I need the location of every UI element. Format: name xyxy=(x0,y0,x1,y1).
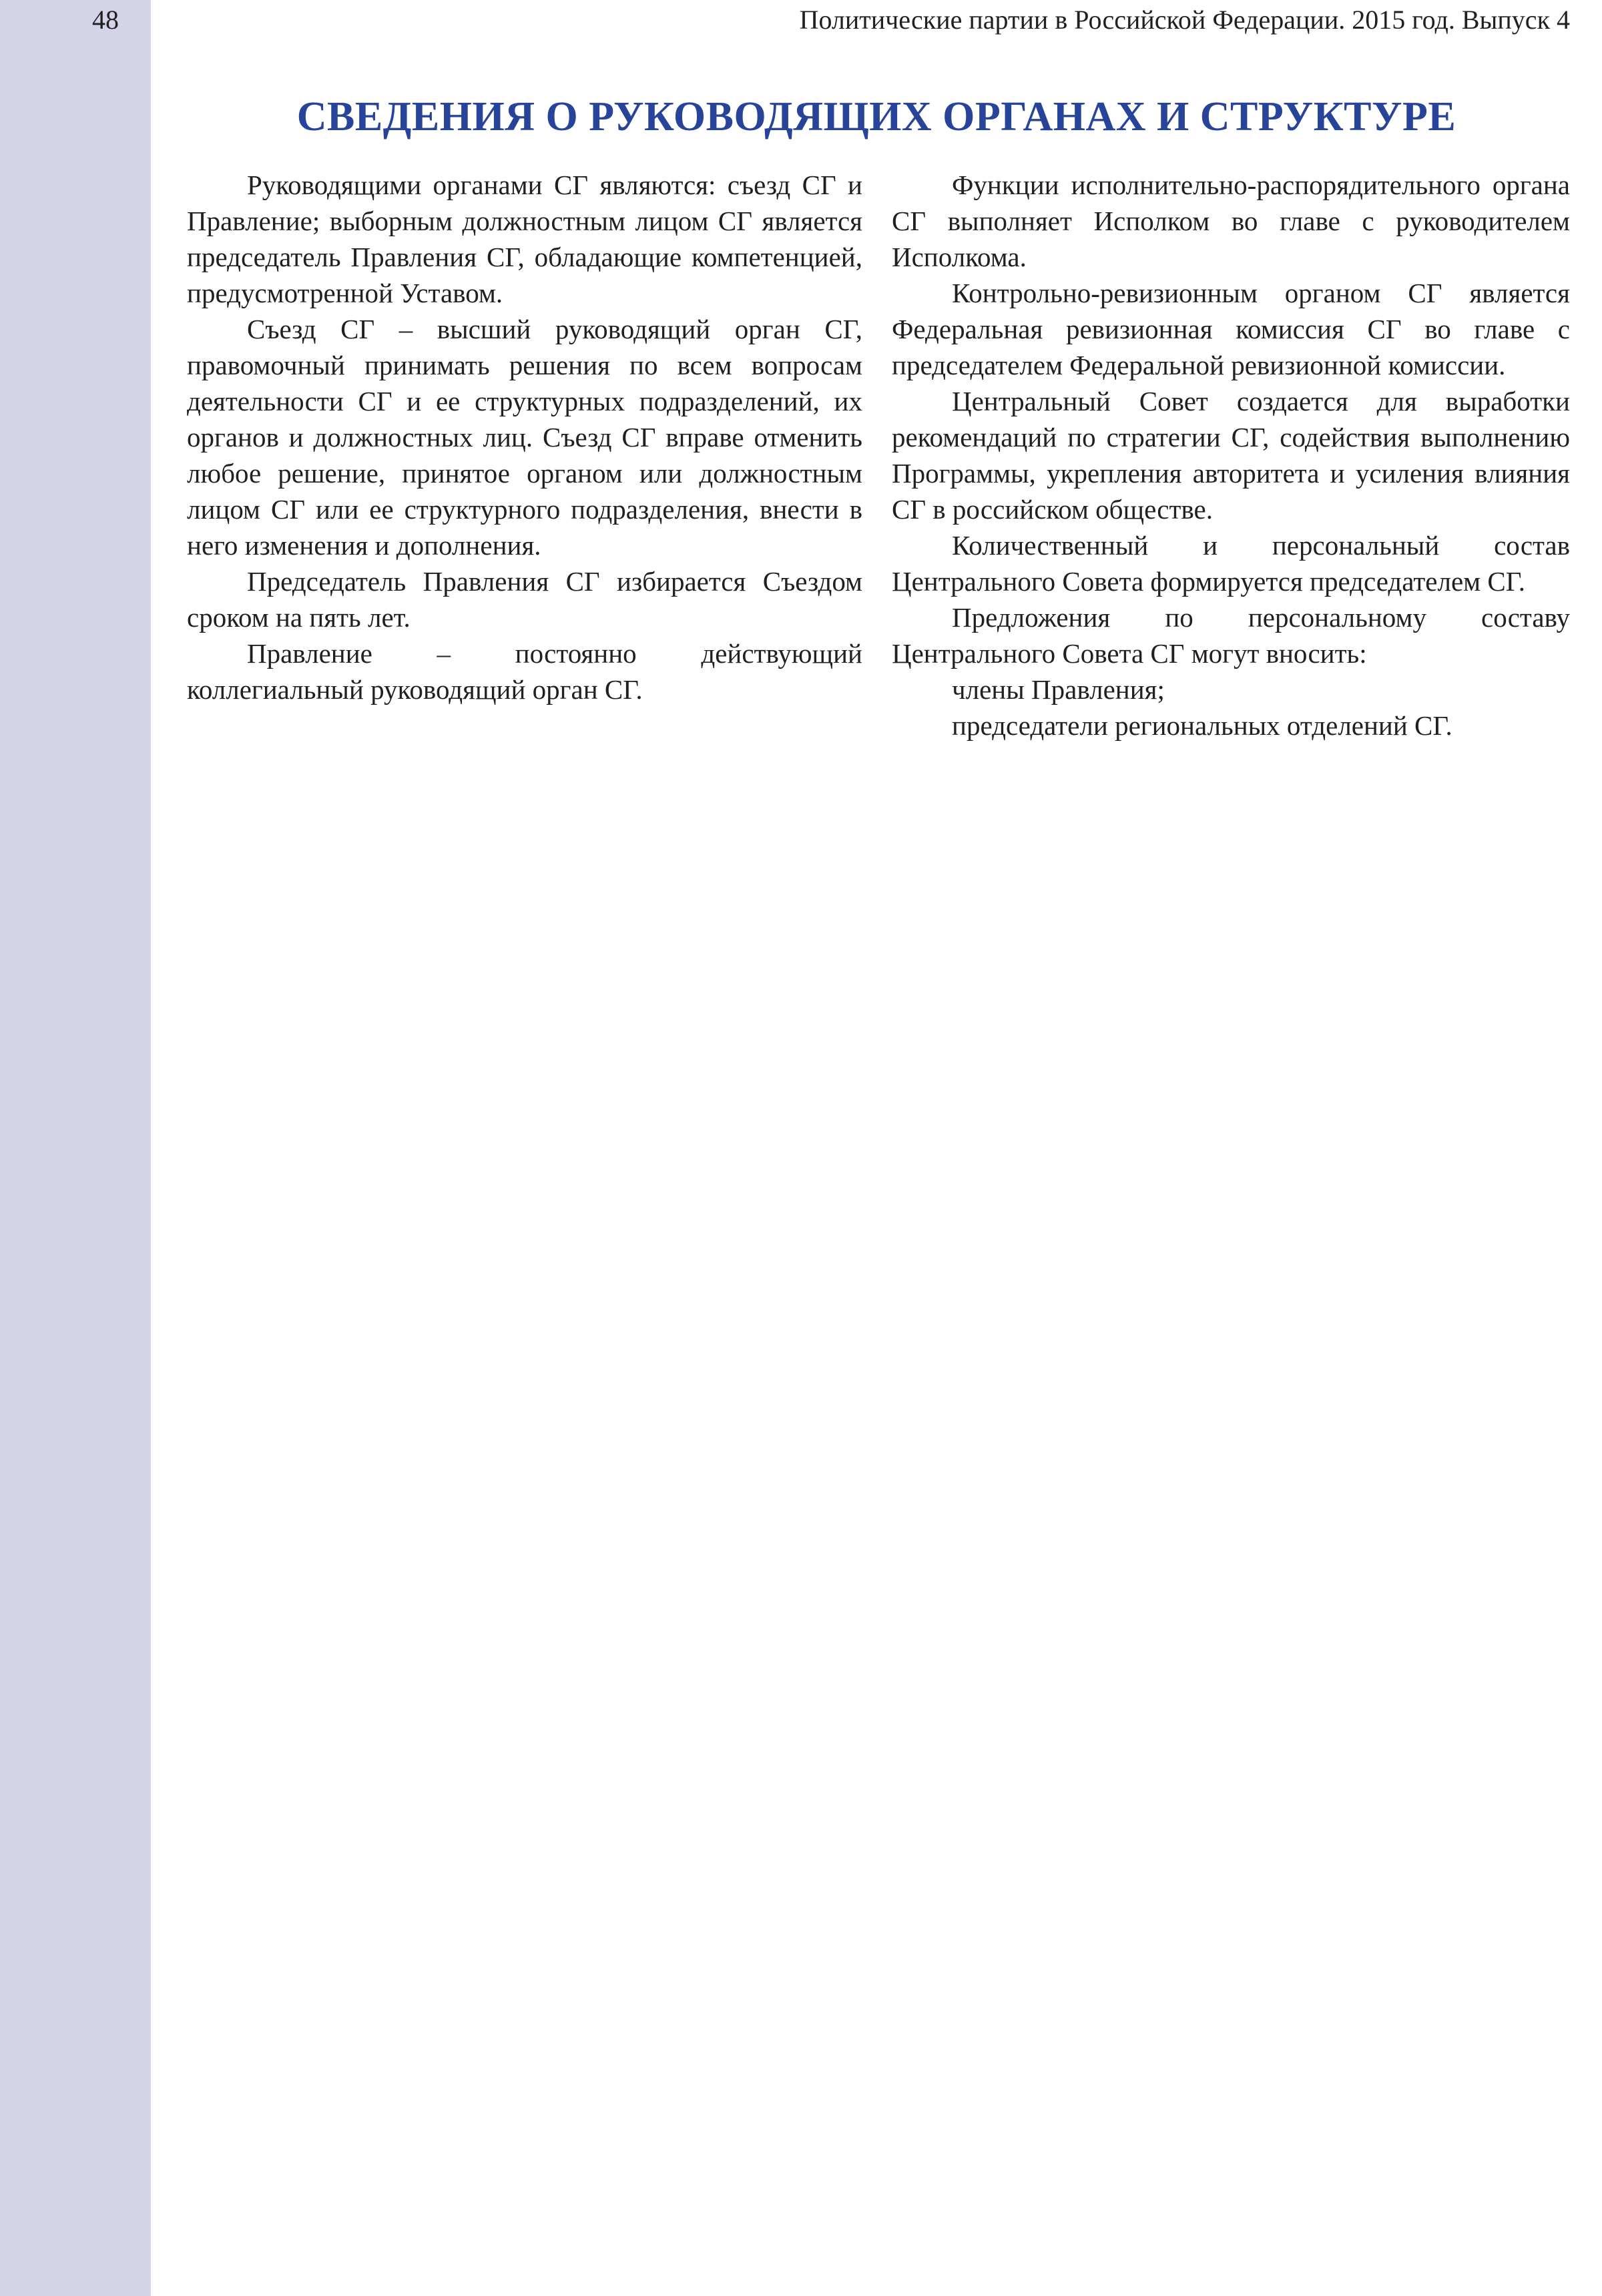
paragraph: Председатель Правления СГ избирается Съездом сроком на пять лет. xyxy=(187,566,862,633)
list-item: члены Правления; xyxy=(952,674,1165,705)
list-item: председатели региональных отделений СГ. xyxy=(952,710,1452,741)
running-header: Политические партии в Российской Федерации. 2015 год. Выпуск 4 xyxy=(799,5,1570,35)
right-text-column xyxy=(892,167,1570,744)
paragraph: Руководящими органами СГ являются: съезд СГ и Правление; выборным должностным лицом СГ является председатель Правления СГ, обладающие компетенцией, предусмотренной Уставом. xyxy=(187,170,862,308)
paragraph: Контрольно-ревизионным органом СГ является Федеральная ревизионная комиссия СГ во главе с председателем Федеральной ревизионной комиссии. xyxy=(892,278,1570,380)
page-number: 48 xyxy=(92,5,119,35)
paragraph: Центральный Совет создается для выработки рекомендаций по стратегии СГ, содействия выполнению Программы, укрепления авторитета и усиления влияния СГ в российском обществе. xyxy=(892,386,1570,525)
section-title: СВЕДЕНИЯ О РУКОВОДЯЩИХ ОРГАНАХ И СТРУКТУРЕ xyxy=(296,94,1456,139)
paragraph: Количественный и персональный состав Центрального Совета формируется председателем СГ. xyxy=(892,530,1570,597)
left-text-column xyxy=(187,167,862,707)
paragraph: Правление – постоянно действующий коллегиальный руководящий орган СГ. xyxy=(187,638,862,705)
paragraph: Съезд СГ – высший руководящий орган СГ, правомочный принимать решения по всем вопросам деятельности СГ и ее структурных подразделений, их органов и должностных лиц. Съезд СГ вправе отменить любое решение, принятое органом или должностным лицом СГ или ее структурного подразделения, внести в него изменения и дополнения. xyxy=(187,314,862,561)
side-margin-band xyxy=(0,0,151,2296)
paragraph: Функции исполнительно-распорядительного органа СГ выполняет Исполком во главе с руководителем Исполкома. xyxy=(892,170,1570,272)
paragraph: Предложения по персональному составу Центрального Совета СГ могут вносить: xyxy=(892,602,1570,669)
